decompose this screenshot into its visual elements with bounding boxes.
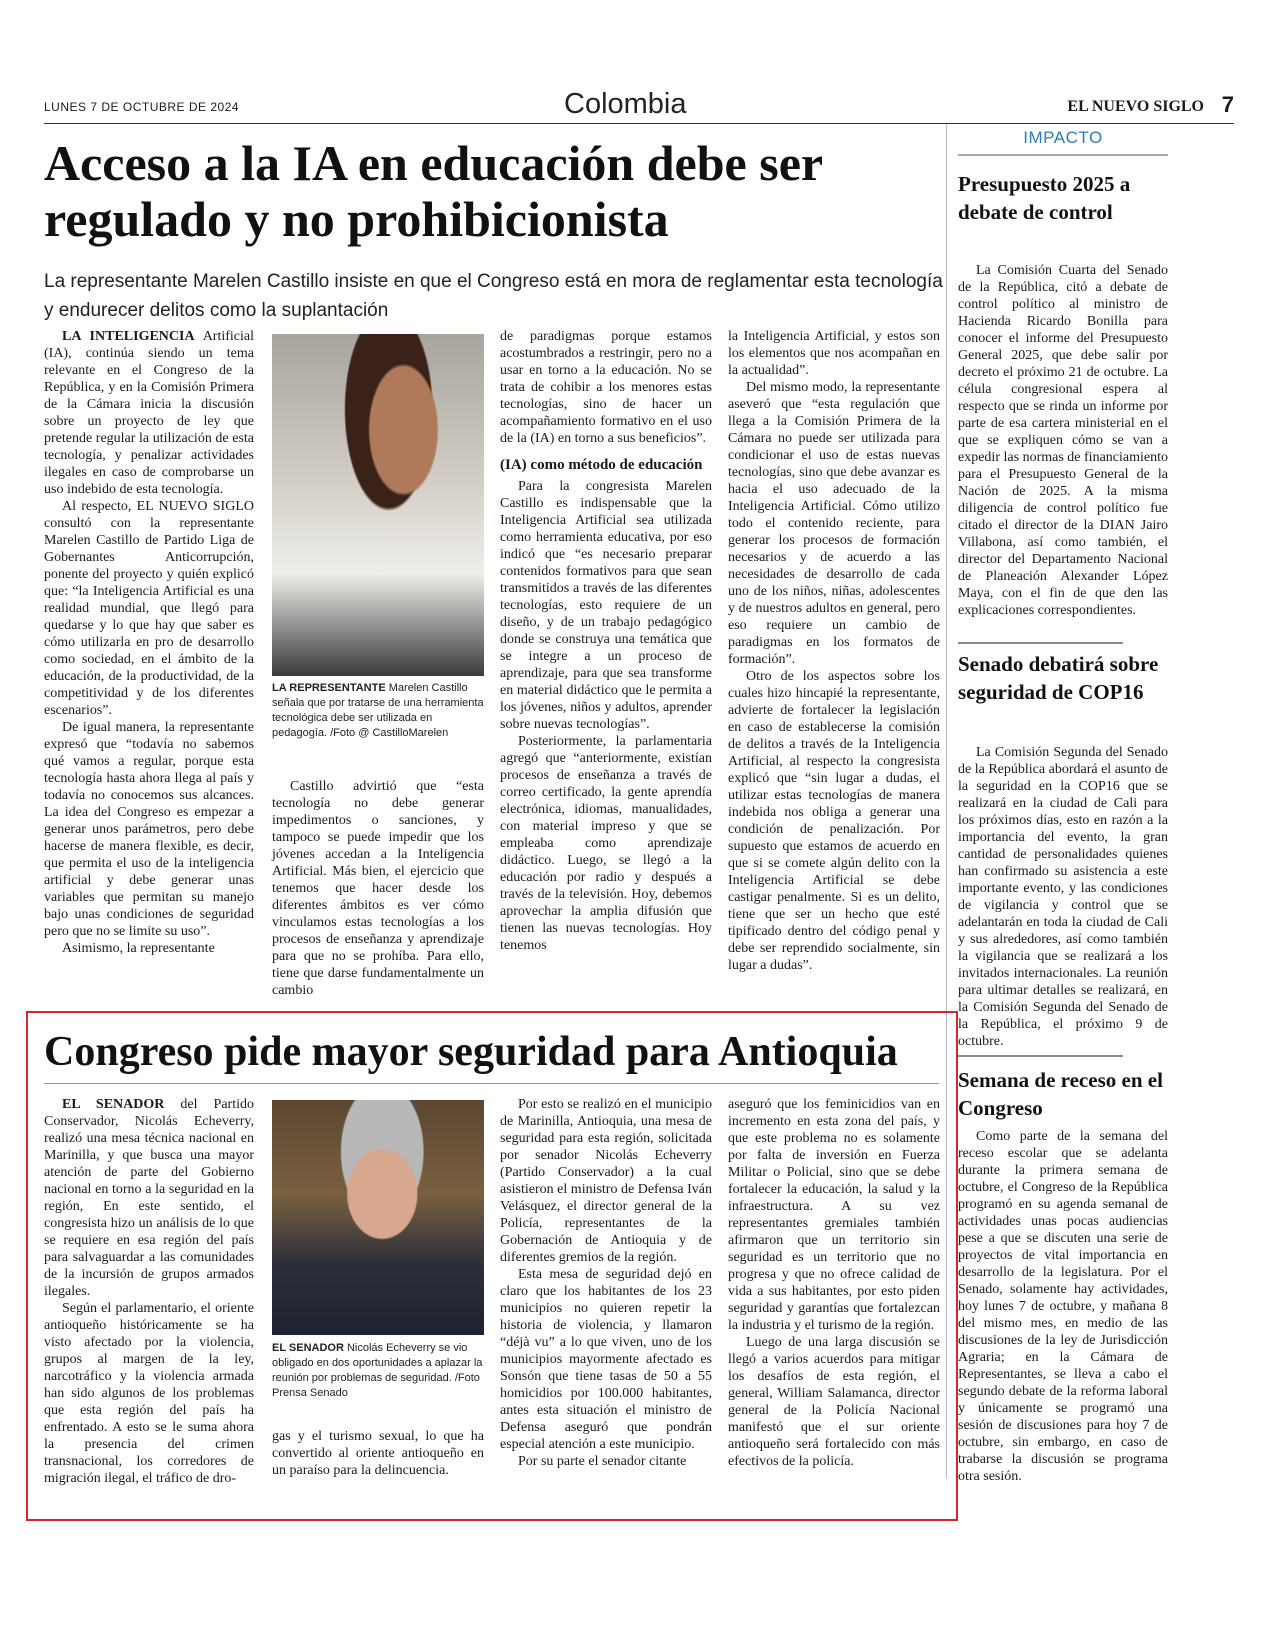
sidebar-body-recess: Como parte de la semana del receso escolar que se adelanta durante la primera semana de octubre, el Congreso de la República programó en su agenda semanal de actividades unas pocas audiencias pese a que se discuten una serie de proyectos de vital importancia en desarrollo de la legislatura. Por el Senado, solamente hay actividades, hoy lunes 7 de octubre, y mañana 8 del mismo mes, en medio de las discusiones de la ley de Jurisdicción Agraria; en la Cámara de Representantes, se lleva a cabo el segundo debate de la reforma laboral y únicamente se programó una sesión de discusiones para hoy 7 de octubre, sin embargo, en caso de trabarse la discusión se programa otra sesión. [958, 1129, 1168, 1484]
article2-headline: Congreso pide mayor seguridad para Antioquia [44, 1029, 898, 1075]
sidebar-headline-recess: Semana de receso en el Congreso [958, 1068, 1163, 1120]
article1-column-1: LA INTELIGENCIA Artificial (IA), continúa siendo un tema relevante en el Congreso de la República, y en la Comisión Primera de la Cámara inicia la discusión sobre un proyecto de ley que pretende regular la utilización de esta tecnología, y penalizar actividades ilegales en caso de comprobarse un uso indebido de esta tecnología. Al respecto, EL NUEVO SIGLO consultó con la representante Marelen Castillo de Partido Liga de Gobernantes Anticorrupción, ponente del proyecto y quién explicó que: “la Inteligencia Artificial es una realidad mundial, que llegó para quedarse y lo que hay que saber es cómo utilizarla en pro de desarrollo como sociedad, en el ámbito de la educación, de la productividad, de la competitividad y de los diferentes escenarios”. De igual manera, la representante expresó que “todavía no sabemos qué vamos a regular, porque esta tecnología hasta ahora llega al país y todavía no conocemos sus alcances. La idea del Congreso es empezar a generar unos parámetros, pero debe hacerse de manera flexible, es decir, que permita el uso de la inteligencia artificial y debe generar unas variables que permitan su manejo bajo unas condiciones de seguridad pero que no se limite su uso”. Asimismo, la representante [44, 329, 254, 956]
paragraph: de paradigmas porque estamos acostumbrados a restringir, pero no a usar en torno a la educación. No se trata de cohibir a los menores estas tecnologías, sino de hacer un acompañamiento formativo en el uso de la (IA) en torno a sus beneficios”. [500, 329, 712, 446]
paragraph: gas y el turismo sexual, lo que ha convertido al oriente antioqueño en un paraíso para la delincuencia. [272, 1429, 484, 1478]
article1-subhead: La representante Marelen Castillo insiste en que el Congreso está en mora de reglamentar esta tecnología y endurecer delitos como la suplantación [44, 271, 943, 321]
sidebar-rule [958, 1055, 1123, 1057]
paragraph: aseguró que los feminicidios van en incremento en esta zona del país, y que este problema no es solamente por falta de inversión en Fuerza Militar o Policial, sino que se debe fortalecer la educación, la salud y la infraestructura. A su vez representantes gremiales también afirmaron que un territorio sin seguridad es un territorio que no progresa y que no ofrece calidad de vida a sus habitantes, por esto piden seguridad y garantías que fortalezcan la industria y el turismo de la región. [728, 1097, 940, 1333]
paragraph: Posteriormente, la parlamentaria agregó que “anteriormente, existían procesos de enseñanza a través de correo certificado, la gente aprendía electrónica, idiomas, manualidades, con material impreso y que se empleaba como aprendizaje didáctico. Luego, se llegó a la educación por radio y después a través de la televisión. Hoy, debemos aprovechar la amplia difusión que tienen las nuevas tecnologías. Hoy tenemos [500, 734, 712, 953]
paragraph: Por su parte el senador citante [518, 1454, 687, 1469]
article1-column-2 [272, 778, 484, 999]
article1-column-3 [500, 328, 712, 954]
sidebar-body-budget: La Comisión Cuarta del Senado de la República, citó a debate de control político al ministro de Hacienda Ricardo Bonilla para conocer el informe del Presupuesto General 2025, que debe salir por decreto el próximo 21 de octubre. La célula congresional espera al respecto que se rinda un informe por parte de esa cartera ministerial en el que se expliquen cómo se van a expedir las normas de financiamiento para el Presupuesto General de la Nación de 2025. A la misma diligencia de control político fue citado el director de la DIAN Jairo Villabona, así como también, el director del Departamento Nacional de Planeación Alexander López Maya, con el fin de que den las explicaciones correspondientes. [958, 263, 1168, 618]
article2-column-4 [728, 1096, 940, 1470]
issue-date: LUNES 7 DE OCTUBRE DE 2024 [44, 100, 240, 114]
paragraph: Luego de una larga discusión se llegó a varios acuerdos para mitigar los desafíos de esta región, el general, William Salamanca, director general de la Policía Nacional manifestó que el sur oriente antioqueño será fortalecido con más efectivos de la policía. [728, 1335, 940, 1469]
article1-headline: Acceso a la IA en educación debe ser regulado y no prohibicionista [44, 135, 823, 247]
page-number: 7 [1221, 92, 1234, 117]
paragraph: Otro de los aspectos sobre los cuales hizo hincapié la representante, advierte de fortalecer la legislación en caso de establecerse la comisión de delitos a través de la Inteligencia Artificial, al respecto la congresista explicó que “sin lugar a dudas, el utilizar estas tecnologías de manera indebida nos obliga a generar una condición de penalización. Por supuesto que estamos de acuerdo en que si se comete algún delito con la Inteligencia Artificial se debe castigar penalmente. Si es un delito, tiene que ser un hecho que esté tipificado dentro del código penal y debe ser reprendido socialmente, sin lugar a dudas”. [728, 669, 940, 973]
sidebar-headline-cop16: Senado debatirá sobre seguridad de COP16 [958, 652, 1159, 704]
article2-column-3 [500, 1096, 712, 1470]
sidebar-label-rule [958, 154, 1168, 156]
paragraph: Al respecto, EL NUEVO SIGLO consultó con la representante Marelen Castillo de Partido Liga de Gobernantes Anticorrupción, ponente del proyecto y quién explicó que: “la Inteligencia Artificial es una realidad mundial, que llegó para quedarse y lo que hay que saber es cómo utilizarla en pro de desarrollo como sociedad, en el ámbito de la educación, de la productividad, de la competitividad y de los diferentes escenarios”. [44, 499, 254, 718]
senator-photo [272, 1100, 484, 1335]
sidebar-headline-budget: Presupuesto 2025 a debate de control [958, 172, 1131, 224]
paragraph: la Inteligencia Artificial, y estos son los elementos que nos acompañan en la actualidad”. [728, 329, 940, 378]
sidebar-label: IMPACTO [1023, 128, 1103, 147]
sidebar-rule [958, 642, 1123, 644]
lead-in: EL SENADOR [62, 1097, 165, 1112]
paragraph: Asimismo, la representante [62, 941, 215, 956]
paragraph: Esta mesa de seguridad dejó en claro que los habitantes de los 23 municipios no quieren repetir la historia de violencia, y llamaron “déjà vu” a lo que viven, uno de los municipios mayormente afectado es Sonsón que tiene tasas de 50 a 55 homicidios por 100.000 habitantes, antes esta situación el ministro de Defensa aseguró que pondrán especial atención a este municipio. [500, 1267, 712, 1452]
article1-column-4 [728, 328, 940, 974]
article2-column-2 [272, 1428, 484, 1479]
representative-photo [272, 334, 484, 676]
paragraph: De igual manera, la representante expresó que “todavía no sabemos qué vamos a regular, porque esta tecnología hasta ahora llega al país y todavía no conocemos sus alcances. La idea del Congreso es empezar a generar unos parámetros, pero debe hacerse de manera flexible, es decir, que permita el uso de la inteligencia artificial y debe generar unas variables que permitan su manejo bajo unas condiciones de seguridad pero que no se limite su uso”. [44, 720, 254, 939]
lead-in: LA INTELIGENCIA [62, 329, 195, 344]
paragraph: Por esto se realizó en el municipio de Marinilla, Antioquia, una mesa de seguridad para esta región, solicitada por senador Nicolás Echeverry (Partido Conservador) a la cual asistieron el ministro de Defensa Iván Velásquez, el director general de la Policía, representantes de la Gobernación de Antioquia y de diferentes gremios de la región. [500, 1097, 712, 1265]
paragraph: Del mismo modo, la representante aseveró que “esta regulación que llega a la Comisión Primera de la Cámara no puede ser utilizada para condicionar el uso de estas nuevas tecnologías, sino que debe avanzar es hacia el uso adecuado de la Inteligencia Artificial. Cómo utilizo todo el contenido reciente, para generar los procesos de formación necesarios y de acuerdo a las necesidades de desarrollo de cada uno de los niños, niñas, adolescentes y de nuestros adultos en general, pero eso requiere un cambio de paradigmas en los formatos de formación”. [728, 380, 940, 667]
paragraph: Según el parlamentario, el oriente antioqueño históricamente se ha visto afectado por la violencia, grupos al margen de la ley, narcotráfico y la violencia armada han sido algunos de los problemas que esta región del país ha enfrentado. A esto se le suma ahora la presencia del crimen transnacional, los corredores de migración ilegal, el tráfico de dro- [44, 1301, 254, 1486]
paragraph: Castillo advirtió que “esta tecnología no debe generar impedimentos o sanciones, y tampoco se puede impedir que los jóvenes accedan a la Inteligencia Artificial. Más bien, el ejercicio que tenemos que hacer desde los diferentes ámbitos es ver cómo vinculamos estas tecnologías a los procesos de enseñanza y aprendizaje para que no se prohíba. Para ello, tiene que darse fundamentalmente un cambio [272, 779, 484, 998]
sidebar-body-cop16: La Comisión Segunda del Senado de la República abordará el asunto de la seguridad en la COP16 que se realizará en la ciudad de Cali para los próximos días, esto en razón a la importancia del evento, la gran cantidad de personalidades quienes han confirmado su asistencia a este importante evento, y las condiciones de vigilancia y control que se adelantarán en toda la ciudad de Cali y sus alrededores, así como también la vigilancia que se realizará a los invitados internacionales. La reunión para ultimar detalles se realizará, en la Comisión Segunda del Senado de la República, el próximo 9 de octubre. [958, 745, 1168, 1049]
section-name: Colombia [564, 88, 687, 120]
newspaper-brand: EL NUEVO SIGLO [1067, 98, 1204, 115]
paragraph: Para la congresista Marelen Castillo es indispensable que la Inteligencia Artificial sea utilizada como herramienta educativa, por eso indicó que “es necesario preparar contenidos formativos para que sean transmitidos a través de las diferentes tecnologías, esto requiere de un diseño, y de un trabajo pedagógico donde se construya una temática que se integre a un proceso de aprendizaje, para que sea transforme en material didáctico que le permita a los jóvenes, niños y adultos, aprender sobre nuevas tecnologías”. [500, 479, 712, 732]
headline-rule [44, 1083, 939, 1084]
photo-caption: LA REPRESENTANTE Marelen Castillo señala que por tratarse de una herramienta tecnológica debe ser utilizada en pedagogía. /Foto @ CastilloMarelen [272, 682, 484, 739]
photo-caption: EL SENADOR Nicolás Echeverry se vio obligado en dos oportunidades a aplazar la reunión por problemas de seguridad. /Foto Prensa Senado [272, 1342, 483, 1399]
article2-column-1: EL SENADOR del Partido Conservador, Nicolás Echeverry, realizó una mesa técnica nacional en Marinilla, y que busca una mayor atención de parte del Gobierno nacional en torno a la seguridad en la región, En este sentido, el congresista hizo un análisis de lo que se requiere en esa región del país para salvaguardar a las comunidades de la incursión de grupos armados ilegales. Según el parlamentario, el oriente antioqueño históricamente se ha visto afectado por la violencia, grupos al margen de la ley, narcotráfico y la violencia armada han sido algunos de los problemas que esta región del país ha enfrentado. A esto se le suma ahora la presencia del crimen transnacional, los corredores de migración ilegal, el tráfico de dro- [44, 1097, 254, 1486]
article1-subtitle: (IA) como método de educación [500, 457, 703, 473]
page-header [44, 88, 1234, 124]
